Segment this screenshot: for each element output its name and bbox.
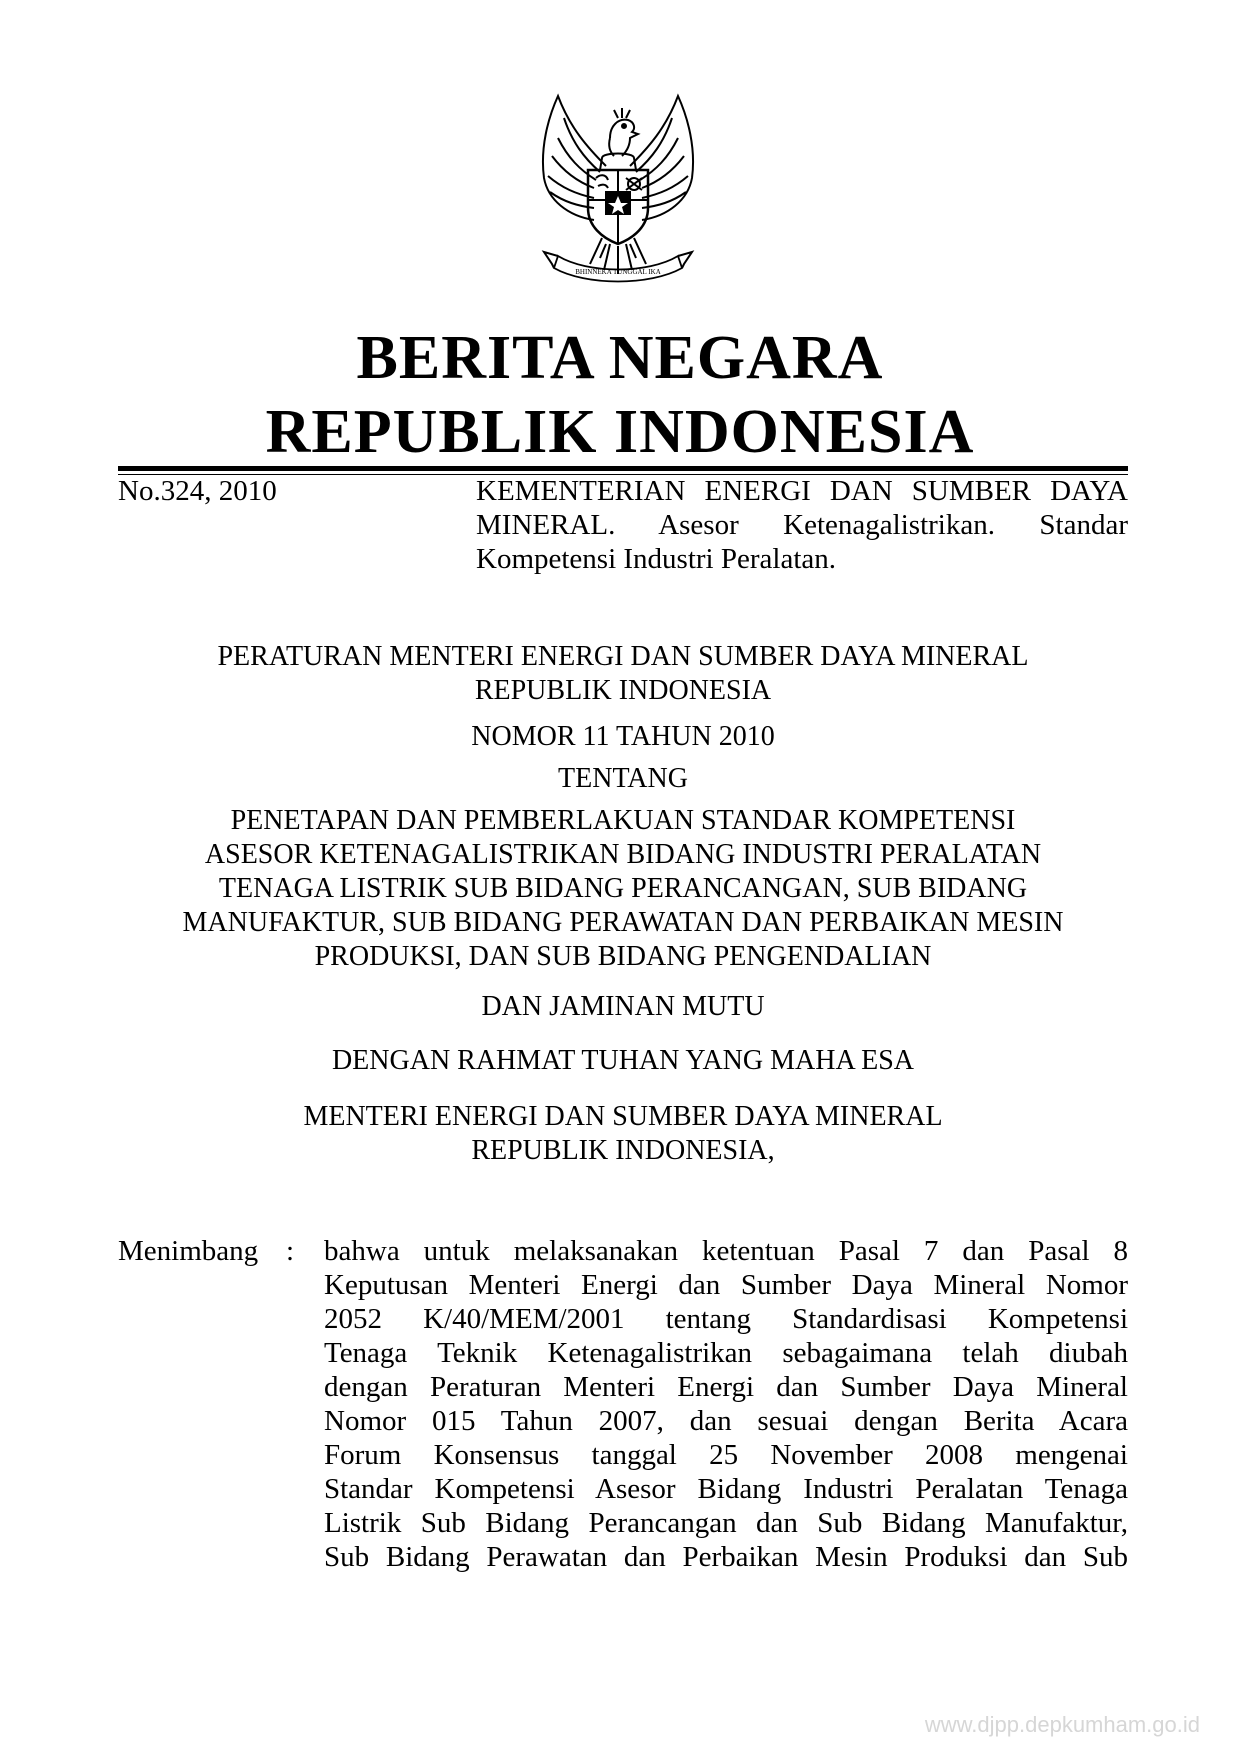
considering-line: Listrik Sub Bidang Perancangan dan Sub Bidang Manufaktur, [324,1507,1128,1539]
considering-line: Forum Konsensus tanggal 25 November 2008 mengenai [324,1439,1128,1471]
regulation-title [118,640,1128,708]
considering-line: Keputusan Menteri Energi dan Sumber Daya Mineral Nomor [324,1269,1128,1301]
considering-line: Tenaga Teknik Ketenagalistrikan sebagaimana telah diubah [324,1337,1128,1369]
considering-colon: : [286,1235,295,1267]
issue-subject: KEMENTERIAN ENERGI DAN SUMBER DAYA MINERAL. Asesor Ketenagalistrikan. Standar Kompetensi Industri Peralatan. [476,475,1128,575]
minister-heading [118,1100,1128,1168]
regulation-title-line: PERATURAN MENTERI ENERGI DAN SUMBER DAYA MINERAL [217,641,1029,672]
considering-text [324,1234,1128,1574]
minister-heading-line: MENTERI ENERGI DAN SUMBER DAYA MINERAL [303,1101,943,1132]
regulation-subject-line: TENAGA LISTRIK SUB BIDANG PERANCANGAN, SUB BIDANG [218,873,1028,904]
gazette-title: BERITA NEGARA [356,324,884,392]
regulation-title-line: REPUBLIK INDONESIA [474,675,772,706]
garuda-emblem-icon [518,88,718,298]
considering-line: Standar Kompetensi Asesor Bidang Industri Peralatan Tenaga [324,1473,1128,1505]
regulation-subject-line: PENETAPAN DAN PEMBERLAKUAN STANDAR KOMPETENSI [230,805,1016,836]
issue-number: No.324, 2010 [118,475,277,507]
considering-line: Nomor 015 Tahun 2007, dan sesuai dengan Berita Acara [324,1405,1128,1437]
svg-text:BHINNEKA TUNGGAL IKA: BHINNEKA TUNGGAL IKA [575,268,661,276]
considering-line: dengan Peraturan Menteri Energi dan Sumber Daya Mineral [324,1371,1128,1403]
website-watermark: www.djpp.depkumham.go.id [924,1712,1200,1737]
regulation-subject-line: PRODUKSI, DAN SUB BIDANG PENGENDALIAN [314,941,932,972]
regulation-subject-line: MANUFAKTUR, SUB BIDANG PERAWATAN DAN PERBAIKAN MESIN [182,907,1064,938]
considering-line: 2052 K/40/MEM/2001 tentang Standardisasi Kompetensi [324,1303,1128,1335]
regulation-subject [118,804,1128,974]
regulation-subject-last-line: DAN JAMINAN MUTU [481,991,765,1022]
regulation-about: TENTANG [558,763,688,794]
considering-label: Menimbang [118,1235,259,1267]
minister-heading-line: REPUBLIK INDONESIA, [471,1135,775,1166]
gazette-subtitle: REPUBLIK INDONESIA [265,398,975,466]
considering-line: bahwa untuk melaksanakan ketentuan Pasal 7 dan Pasal 8 [324,1235,1128,1267]
header-rule-thick [118,466,1128,471]
considering-line: Sub Bidang Perawatan dan Perbaikan Mesin Produksi dan Sub [324,1541,1128,1573]
regulation-subject-line: ASESOR KETENAGALISTRIKAN BIDANG INDUSTRI PERALATAN [204,839,1042,870]
invocation: DENGAN RAHMAT TUHAN YANG MAHA ESA [331,1045,915,1076]
regulation-number: NOMOR 11 TAHUN 2010 [471,721,775,752]
